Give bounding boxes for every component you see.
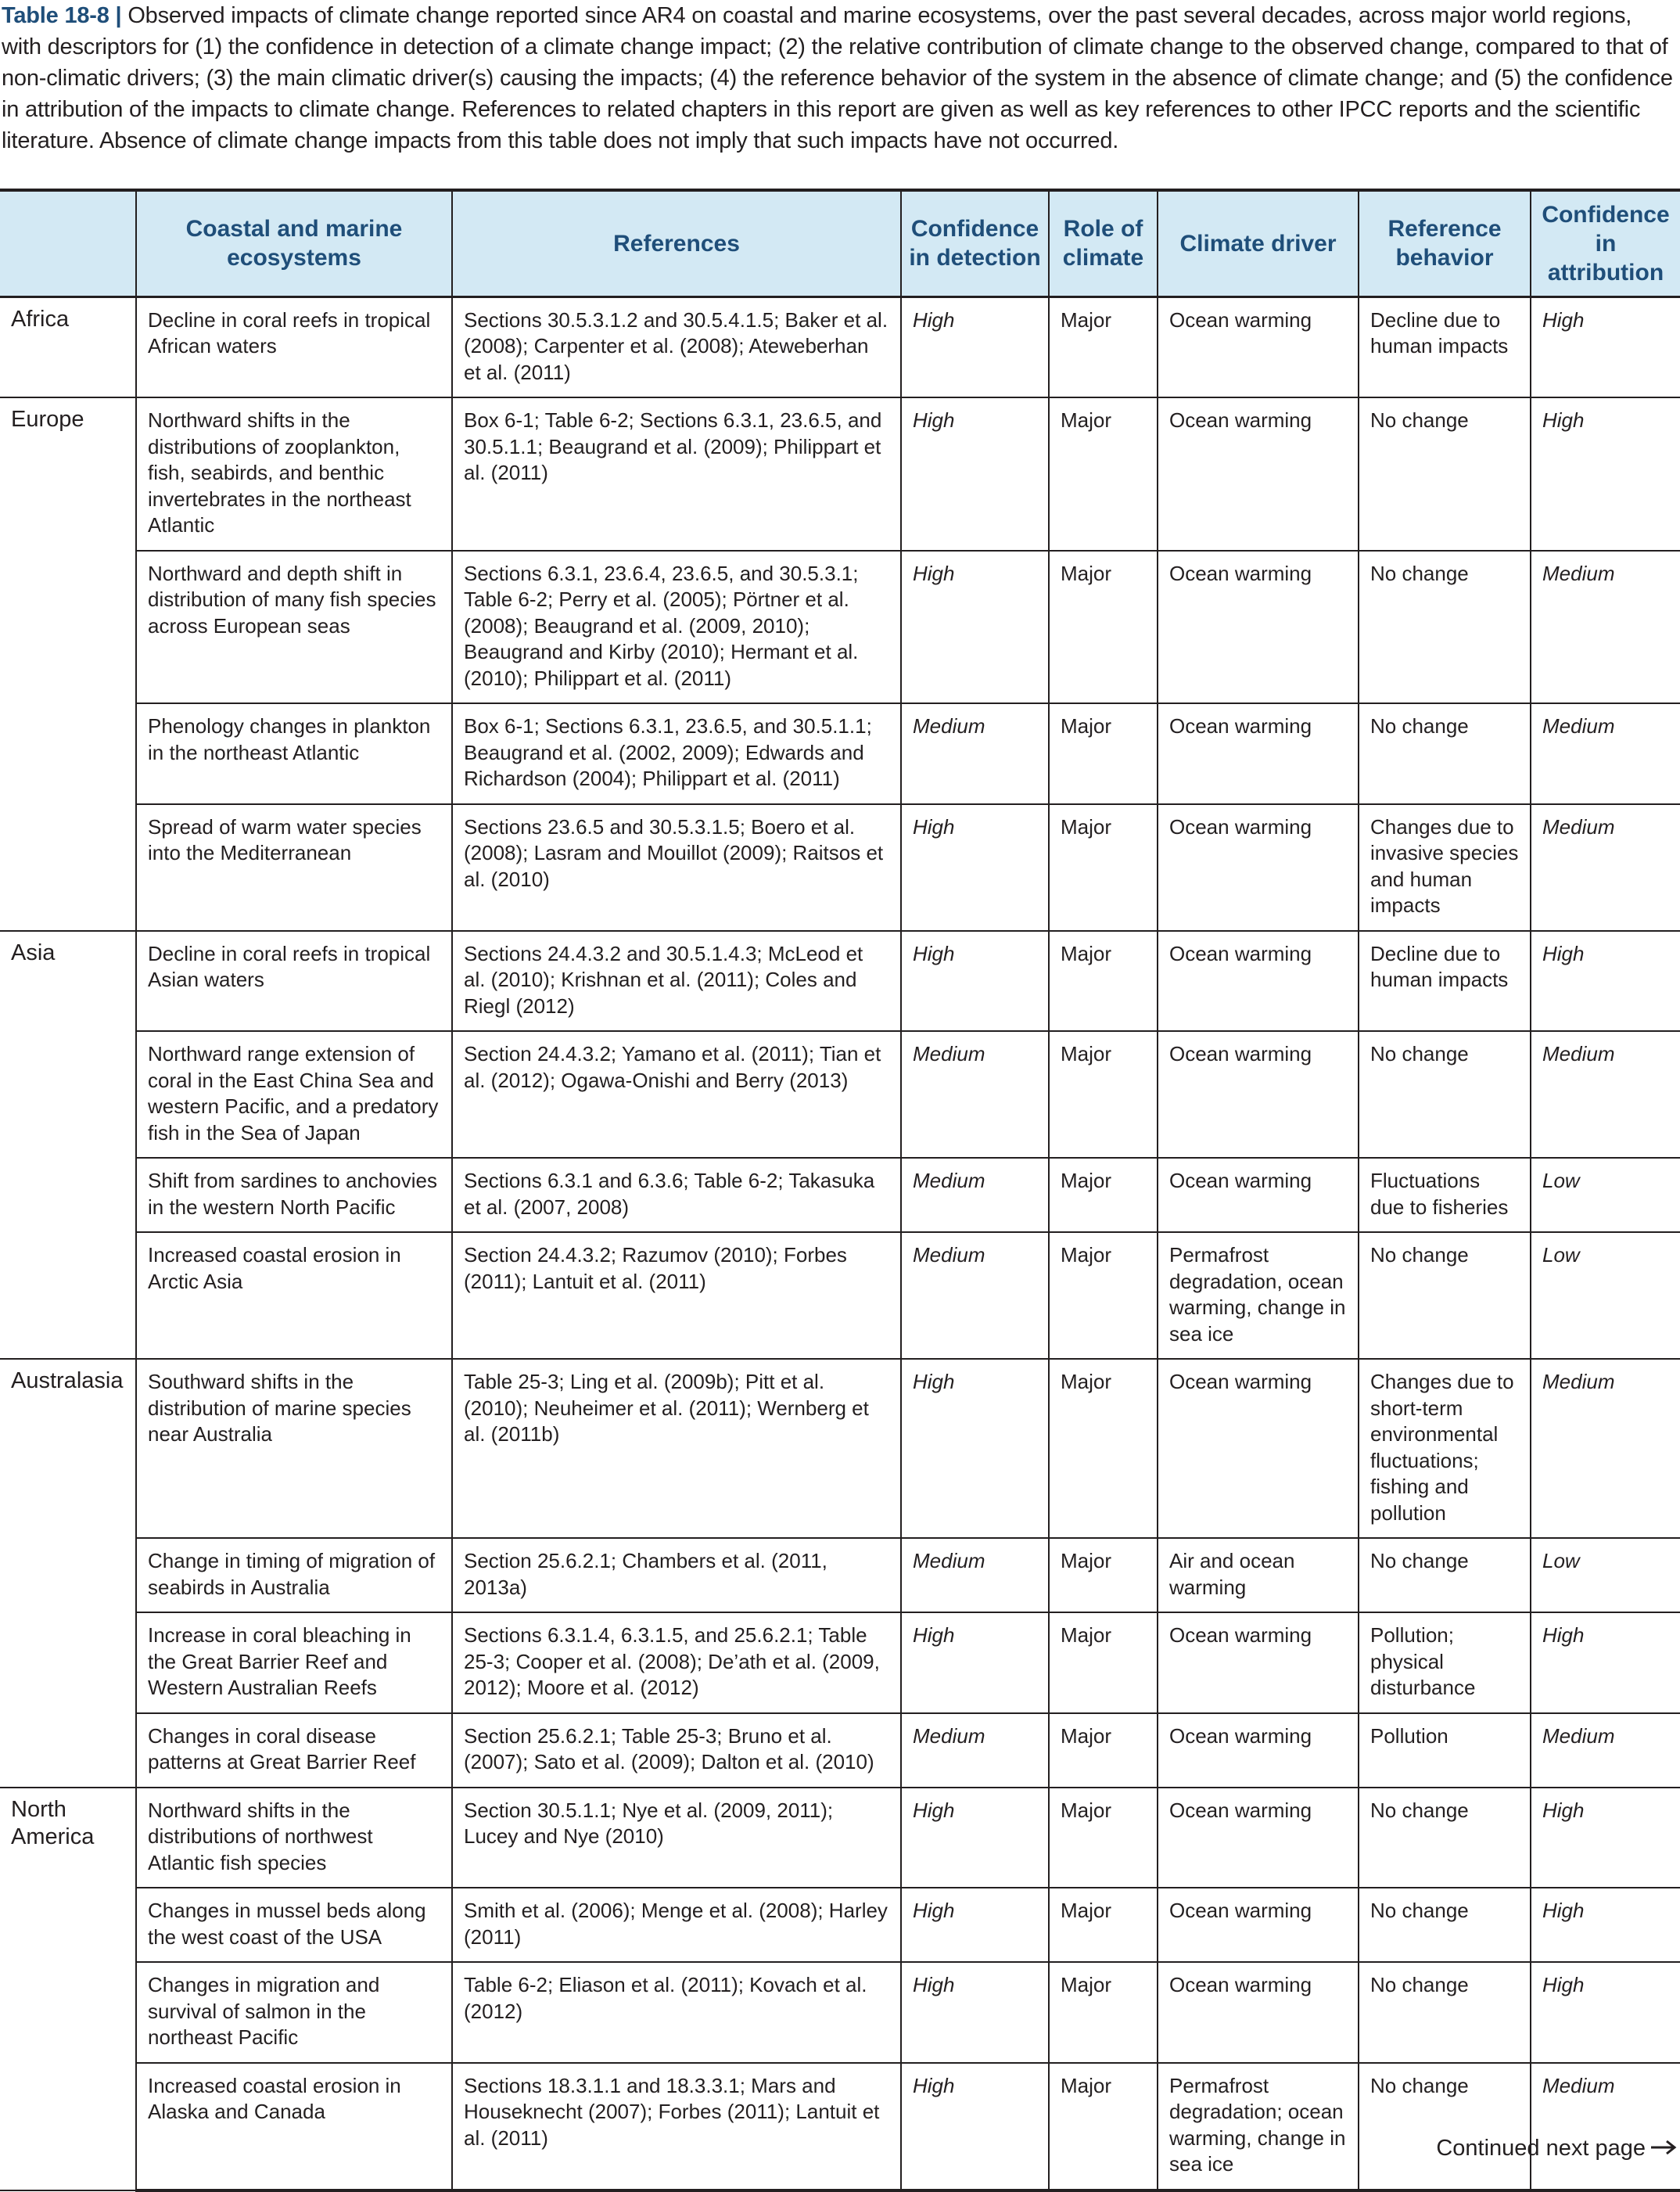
impact-cell: Increased coastal erosion in Alaska and Canada xyxy=(136,2063,452,2190)
impact-cell: Changes in migration and survival of salmon in the northeast Pacific xyxy=(136,1962,452,2063)
detection-cell: High xyxy=(901,2063,1049,2190)
driver-cell: Ocean warming xyxy=(1158,1788,1359,1888)
continued-text: Continued next page xyxy=(1436,2136,1646,2161)
header-reference-behavior: Reference behavior xyxy=(1359,190,1531,296)
reference-behavior-cell: No change xyxy=(1359,2063,1531,2190)
role-cell: Major xyxy=(1049,1158,1158,1232)
role-cell: Major xyxy=(1049,1538,1158,1612)
driver-cell: Ocean warming xyxy=(1158,1031,1359,1158)
header-references: References xyxy=(452,190,901,296)
impact-cell: Northward shifts in the distributions of zooplankton, fish, seabirds, and benthic invertebrates in the northeast Atlantic xyxy=(136,397,452,551)
reference-behavior-cell: No change xyxy=(1359,1031,1531,1158)
table-row xyxy=(0,703,1680,804)
reference-behavior-cell: Decline due to human impacts xyxy=(1359,296,1531,397)
table-row xyxy=(0,1888,1680,1962)
caption-text: Observed impacts of climate change reported since AR4 on coastal and marine ecosystems, over the past several decades, across major world regions, with descriptors for (1) the confidence in detection of a climate change impact; (2) the relative contribution of climate change to the observed change, compared to that of non-climatic drivers; (3) the main climatic driver(s) causing the impacts; (4) the reference behavior of the system in the absence of climate change; and (5) the confidence in attribution of the impacts to climate change. References to related chapters in this report are given as well as key references to other IPCC reports and the scientific literature. Absence of climate change impacts from this table does not imply that such impacts have not occurred. xyxy=(2,3,1673,153)
references-cell: Table 6-2; Eliason et al. (2011); Kovach et al. (2012) xyxy=(452,1962,901,2063)
driver-cell: Permafrost degradation; ocean warming, change in sea ice xyxy=(1158,2063,1359,2190)
attribution-cell: High xyxy=(1531,1962,1680,2063)
detection-cell: Medium xyxy=(901,1538,1049,1612)
reference-behavior-cell: Pollution xyxy=(1359,1713,1531,1788)
reference-behavior-cell: No change xyxy=(1359,397,1531,551)
reference-behavior-cell: Pollution; physical disturbance xyxy=(1359,1612,1531,1713)
driver-cell: Ocean warming xyxy=(1158,931,1359,1032)
references-cell: Sections 18.3.1.1 and 18.3.3.1; Mars and Houseknecht (2007); Forbes (2011); Lantuit et al. (2011) xyxy=(452,2063,901,2190)
impact-cell: Phenology changes in plankton in the northeast Atlantic xyxy=(136,703,452,804)
role-cell: Major xyxy=(1049,1031,1158,1158)
header-attribution: Confidence in attribution xyxy=(1531,190,1680,296)
table-body xyxy=(0,296,1680,2190)
attribution-cell: High xyxy=(1531,1788,1680,1888)
attribution-cell: Medium xyxy=(1531,1359,1680,1538)
impact-cell: Decline in coral reefs in tropical Asian waters xyxy=(136,931,452,1032)
table-row xyxy=(0,2063,1680,2190)
impact-cell: Northward shifts in the distributions of northwest Atlantic fish species xyxy=(136,1788,452,1888)
table-row xyxy=(0,931,1680,1032)
impact-cell: Northward and depth shift in distribution of many fish species across European seas xyxy=(136,551,452,704)
continued-note xyxy=(1436,2134,1677,2162)
attribution-cell: High xyxy=(1531,296,1680,397)
header-region xyxy=(0,190,136,296)
table-row xyxy=(0,1612,1680,1713)
detection-cell: High xyxy=(901,1788,1049,1888)
attribution-cell: Low xyxy=(1531,1158,1680,1232)
driver-cell: Ocean warming xyxy=(1158,703,1359,804)
table-row xyxy=(0,1031,1680,1158)
table-row xyxy=(0,1788,1680,1888)
impact-cell: Increased coastal erosion in Arctic Asia xyxy=(136,1232,452,1359)
reference-behavior-cell: Changes due to short-term environmental fluctuations; fishing and pollution xyxy=(1359,1359,1531,1538)
role-cell: Major xyxy=(1049,296,1158,397)
references-cell: Sections 23.6.5 and 30.5.3.1.5; Boero et al. (2008); Lasram and Mouillot (2009); Raitsos et al. (2010) xyxy=(452,804,901,931)
attribution-cell: High xyxy=(1531,1612,1680,1713)
table-row xyxy=(0,1962,1680,2063)
detection-cell: High xyxy=(901,397,1049,551)
header-role: Role of climate xyxy=(1049,190,1158,296)
references-cell: Smith et al. (2006); Menge et al. (2008); Harley (2011) xyxy=(452,1888,901,1962)
role-cell: Major xyxy=(1049,931,1158,1032)
table-row xyxy=(0,1158,1680,1232)
region-cell: Australasia xyxy=(0,1359,136,1788)
table-row xyxy=(0,1232,1680,1359)
impact-cell: Change in timing of migration of seabirds in Australia xyxy=(136,1538,452,1612)
references-cell: Sections 6.3.1 and 6.3.6; Table 6-2; Takasuka et al. (2007, 2008) xyxy=(452,1158,901,1232)
role-cell: Major xyxy=(1049,397,1158,551)
right-arrow-icon xyxy=(1650,2134,1677,2162)
impacts-table xyxy=(0,189,1680,2192)
attribution-cell: Medium xyxy=(1531,703,1680,804)
reference-behavior-cell: No change xyxy=(1359,551,1531,704)
detection-cell: High xyxy=(901,1612,1049,1713)
references-cell: Sections 6.3.1.4, 6.3.1.5, and 25.6.2.1; Table 25-3; Cooper et al. (2008); De’ath et al. (2009, 2012); Moore et al. (2012) xyxy=(452,1612,901,1713)
driver-cell: Ocean warming xyxy=(1158,296,1359,397)
reference-behavior-cell: No change xyxy=(1359,1888,1531,1962)
driver-cell: Ocean warming xyxy=(1158,1158,1359,1232)
detection-cell: High xyxy=(901,296,1049,397)
table-row xyxy=(0,551,1680,704)
detection-cell: Medium xyxy=(901,1158,1049,1232)
role-cell: Major xyxy=(1049,1713,1158,1788)
driver-cell: Ocean warming xyxy=(1158,1612,1359,1713)
references-cell: Box 6-1; Sections 6.3.1, 23.6.5, and 30.5.1.1; Beaugrand et al. (2002, 2009); Edwards and Richardson (2004); Philippart et al. (2011) xyxy=(452,703,901,804)
references-cell: Section 30.5.1.1; Nye et al. (2009, 2011); Lucey and Nye (2010) xyxy=(452,1788,901,1888)
detection-cell: High xyxy=(901,1359,1049,1538)
reference-behavior-cell: No change xyxy=(1359,1232,1531,1359)
impact-cell: Increase in coral bleaching in the Great Barrier Reef and Western Australian Reefs xyxy=(136,1612,452,1713)
impact-cell: Shift from sardines to anchovies in the western North Pacific xyxy=(136,1158,452,1232)
driver-cell: Air and ocean warming xyxy=(1158,1538,1359,1612)
reference-behavior-cell: Decline due to human impacts xyxy=(1359,931,1531,1032)
reference-behavior-cell: Changes due to invasive species and human impacts xyxy=(1359,804,1531,931)
impact-cell: Spread of warm water species into the Mediterranean xyxy=(136,804,452,931)
region-cell: Asia xyxy=(0,931,136,1360)
reference-behavior-cell: No change xyxy=(1359,1962,1531,2063)
detection-cell: Medium xyxy=(901,1232,1049,1359)
reference-behavior-cell: No change xyxy=(1359,703,1531,804)
references-cell: Section 25.6.2.1; Chambers et al. (2011, 2013a) xyxy=(452,1538,901,1612)
table-label: Table 18-8 | xyxy=(2,3,122,28)
impact-cell: Changes in mussel beds along the west coast of the USA xyxy=(136,1888,452,1962)
header-driver: Climate driver xyxy=(1158,190,1359,296)
reference-behavior-cell: No change xyxy=(1359,1788,1531,1888)
detection-cell: Medium xyxy=(901,1713,1049,1788)
detection-cell: High xyxy=(901,551,1049,704)
role-cell: Major xyxy=(1049,551,1158,704)
attribution-cell: High xyxy=(1531,397,1680,551)
references-cell: Box 6-1; Table 6-2; Sections 6.3.1, 23.6.5, and 30.5.1.1; Beaugrand et al. (2009); Philippart et al. (2011) xyxy=(452,397,901,551)
table-row xyxy=(0,296,1680,397)
references-cell: Section 24.4.3.2; Yamano et al. (2011); Tian et al. (2012); Ogawa-Onishi and Berry (2013) xyxy=(452,1031,901,1158)
driver-cell: Permafrost degradation, ocean warming, change in sea ice xyxy=(1158,1232,1359,1359)
reference-behavior-cell: No change xyxy=(1359,1538,1531,1612)
attribution-cell: High xyxy=(1531,1888,1680,1962)
role-cell: Major xyxy=(1049,2063,1158,2190)
role-cell: Major xyxy=(1049,703,1158,804)
detection-cell: Medium xyxy=(901,1031,1049,1158)
attribution-cell: High xyxy=(1531,931,1680,1032)
references-cell: Sections 6.3.1, 23.6.4, 23.6.5, and 30.5.3.1; Table 6-2; Perry et al. (2005); Pörtner et al. (2008); Beaugrand et al. (2009, 2010); Beaugrand and Kirby (2010); Hermant et al. (2010); Philippart et al. (2011) xyxy=(452,551,901,704)
attribution-cell: Medium xyxy=(1531,1713,1680,1788)
table-caption xyxy=(2,0,1675,156)
detection-cell: High xyxy=(901,1962,1049,2063)
detection-cell: High xyxy=(901,804,1049,931)
table-row xyxy=(0,1359,1680,1538)
region-cell: Europe xyxy=(0,397,136,931)
references-cell: Sections 30.5.3.1.2 and 30.5.4.1.5; Baker et al. (2008); Carpenter et al. (2008); Ateweberhan et al. (2011) xyxy=(452,296,901,397)
impact-cell: Southward shifts in the distribution of marine species near Australia xyxy=(136,1359,452,1538)
role-cell: Major xyxy=(1049,1788,1158,1888)
impact-cell: Decline in coral reefs in tropical African waters xyxy=(136,296,452,397)
references-cell: Sections 24.4.3.2 and 30.5.1.4.3; McLeod et al. (2010); Krishnan et al. (2011); Coles and Riegl (2012) xyxy=(452,931,901,1032)
detection-cell: High xyxy=(901,931,1049,1032)
driver-cell: Ocean warming xyxy=(1158,804,1359,931)
driver-cell: Ocean warming xyxy=(1158,1713,1359,1788)
attribution-cell: Medium xyxy=(1531,1031,1680,1158)
header-ecosystems: Coastal and marine ecosystems xyxy=(136,190,452,296)
attribution-cell: Low xyxy=(1531,1232,1680,1359)
driver-cell: Ocean warming xyxy=(1158,1888,1359,1962)
table-row xyxy=(0,804,1680,931)
table-row xyxy=(0,397,1680,551)
table-row xyxy=(0,1538,1680,1612)
detection-cell: High xyxy=(901,1888,1049,1962)
references-cell: Section 25.6.2.1; Table 25-3; Bruno et al. (2007); Sato et al. (2009); Dalton et al. (2010) xyxy=(452,1713,901,1788)
role-cell: Major xyxy=(1049,1962,1158,2063)
role-cell: Major xyxy=(1049,1612,1158,1713)
references-cell: Table 25-3; Ling et al. (2009b); Pitt et al. (2010); Neuheimer et al. (2011); Wernberg et al. (2011b) xyxy=(452,1359,901,1538)
impact-cell: Changes in coral disease patterns at Great Barrier Reef xyxy=(136,1713,452,1788)
region-cell: Africa xyxy=(0,296,136,397)
driver-cell: Ocean warming xyxy=(1158,1359,1359,1538)
driver-cell: Ocean warming xyxy=(1158,1962,1359,2063)
header-row xyxy=(0,190,1680,296)
attribution-cell: Medium xyxy=(1531,551,1680,704)
attribution-cell: Medium xyxy=(1531,2063,1680,2190)
role-cell: Major xyxy=(1049,1888,1158,1962)
table-row xyxy=(0,1713,1680,1788)
detection-cell: Medium xyxy=(901,703,1049,804)
driver-cell: Ocean warming xyxy=(1158,397,1359,551)
impact-cell: Northward range extension of coral in the East China Sea and western Pacific, and a predatory fish in the Sea of Japan xyxy=(136,1031,452,1158)
references-cell: Section 24.4.3.2; Razumov (2010); Forbes (2011); Lantuit et al. (2011) xyxy=(452,1232,901,1359)
driver-cell: Ocean warming xyxy=(1158,551,1359,704)
role-cell: Major xyxy=(1049,1359,1158,1538)
attribution-cell: Medium xyxy=(1531,804,1680,931)
role-cell: Major xyxy=(1049,804,1158,931)
region-cell: North America xyxy=(0,1788,136,2190)
role-cell: Major xyxy=(1049,1232,1158,1359)
header-detection: Confidence in detection xyxy=(901,190,1049,296)
attribution-cell: Low xyxy=(1531,1538,1680,1612)
reference-behavior-cell: Fluctuations due to fisheries xyxy=(1359,1158,1531,1232)
